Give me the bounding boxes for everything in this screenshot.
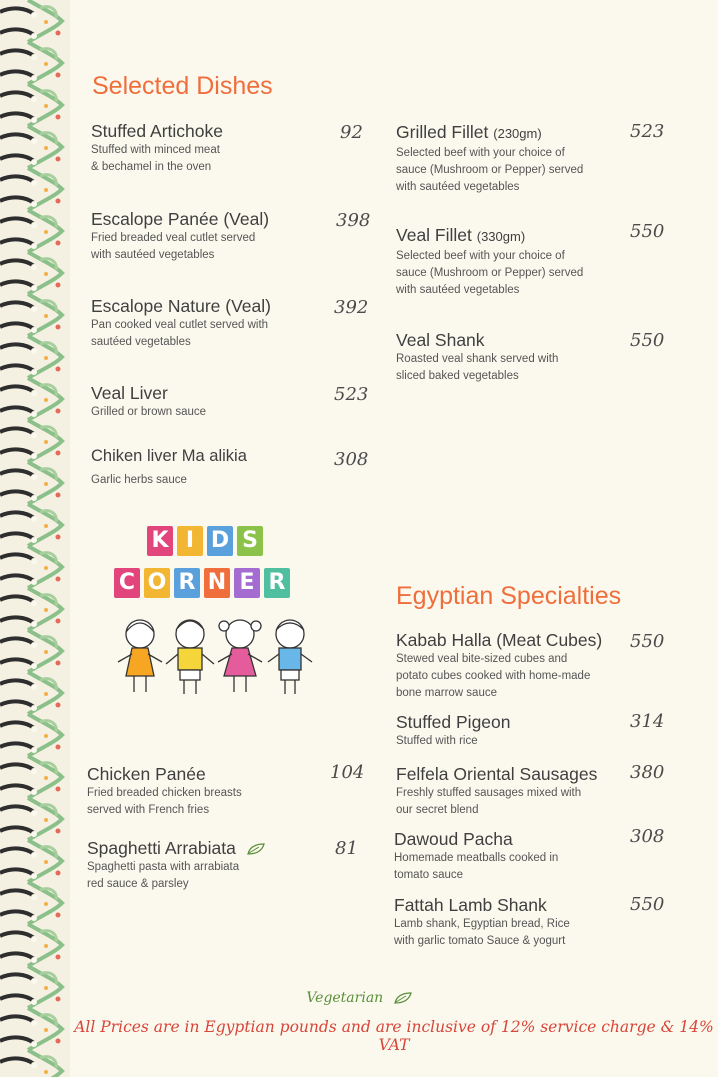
menu-item-veal-fillet bbox=[396, 225, 626, 298]
item-desc-line: Pan cooked veal cutlet served with bbox=[91, 319, 269, 331]
item-desc-line: Garlic herbs sauce bbox=[91, 474, 187, 486]
item-price: 550 bbox=[630, 330, 665, 351]
item-desc-line: potato cubes cooked with home-made bbox=[396, 670, 591, 682]
item-desc-line: Lamb shank, Egyptian bread, Rice bbox=[394, 918, 570, 930]
menu-item-escalope-panee bbox=[91, 209, 331, 263]
menu-item-veal-shank bbox=[396, 330, 626, 384]
section-title-egyptian-specialties: Egyptian Specialties bbox=[396, 582, 622, 610]
item-name: Spaghetti Arrabiata bbox=[87, 838, 236, 858]
menu-item-spaghetti-arrabiata bbox=[87, 838, 327, 892]
vegetarian-legend bbox=[0, 990, 718, 1006]
vegetarian-leaf-icon bbox=[394, 992, 412, 1004]
item-price: 550 bbox=[630, 894, 665, 915]
menu-item-stuffed-artichoke bbox=[91, 121, 331, 175]
item-name: Kabab Halla (Meat Cubes) bbox=[396, 630, 603, 650]
item-weight: (330gm) bbox=[476, 229, 526, 244]
menu-item-kabab-halla bbox=[396, 630, 626, 701]
item-desc-line: served with French fries bbox=[87, 804, 210, 816]
item-name: Grilled Fillet bbox=[396, 122, 489, 142]
item-price: 398 bbox=[336, 210, 371, 231]
kids-letter: N bbox=[204, 568, 230, 598]
item-desc-line: sauce (Mushroom or Pepper) served bbox=[396, 267, 584, 279]
menu-item-chiken-liver bbox=[91, 446, 331, 488]
menu-item-dawoud-pacha bbox=[394, 829, 624, 883]
item-name: Veal Shank bbox=[396, 330, 485, 350]
item-name: Veal Liver bbox=[91, 383, 168, 403]
item-desc-line: & bechamel in the oven bbox=[91, 161, 212, 173]
item-price: 523 bbox=[334, 384, 369, 405]
kids-illustration bbox=[110, 612, 320, 707]
item-name: Veal Fillet bbox=[396, 225, 472, 245]
item-desc-line: bone marrow sauce bbox=[396, 687, 497, 699]
item-price: 92 bbox=[340, 122, 363, 143]
item-desc-line: with garlic tomato Sauce & yogurt bbox=[394, 935, 566, 947]
item-desc-line: Stuffed with minced meat bbox=[91, 144, 220, 156]
item-desc-line: sliced baked vegetables bbox=[396, 370, 519, 382]
item-desc-line: red sauce & parsley bbox=[87, 878, 189, 890]
item-desc-line: with sautéed vegetables bbox=[396, 181, 520, 193]
kids-letter: K bbox=[147, 526, 173, 556]
item-desc-line: Grilled or brown sauce bbox=[91, 406, 207, 418]
vegetarian-leaf-icon bbox=[247, 843, 265, 855]
item-desc-line: Stuffed with rice bbox=[396, 735, 478, 747]
item-name: Stuffed Pigeon bbox=[396, 712, 511, 732]
item-desc-line: Freshly stuffed sausages mixed with bbox=[396, 787, 582, 799]
item-price: 550 bbox=[630, 631, 665, 652]
menu-item-fattah-lamb-shank bbox=[394, 895, 624, 949]
kids-letter: C bbox=[114, 568, 140, 598]
item-price: 550 bbox=[630, 221, 665, 242]
item-desc-line: sautéed vegetables bbox=[91, 336, 191, 348]
item-desc-line: Stewed veal bite-sized cubes and bbox=[396, 653, 568, 665]
prices-note: All Prices are in Egyptian pounds and are inclusive of 12% service charge & 14% VAT bbox=[74, 1018, 714, 1054]
vegetarian-label: Vegetarian bbox=[306, 990, 384, 1006]
kids-letter: D bbox=[207, 526, 233, 556]
item-name: Escalope Panée (Veal) bbox=[91, 209, 270, 229]
item-desc-line: our secret blend bbox=[396, 804, 479, 816]
item-desc-line: Spaghetti pasta with arrabiata bbox=[87, 861, 240, 873]
item-price: 523 bbox=[630, 121, 665, 142]
item-desc-line: tomato sauce bbox=[394, 869, 464, 881]
item-price: 308 bbox=[630, 826, 665, 847]
kids-corner-logo bbox=[110, 520, 320, 705]
kids-letter: S bbox=[237, 526, 263, 556]
item-price: 314 bbox=[630, 711, 665, 732]
item-price: 104 bbox=[330, 762, 365, 783]
item-desc-line: Fried breaded chicken breasts bbox=[87, 787, 242, 799]
item-desc-line: Selected beef with your choice of bbox=[396, 250, 565, 262]
item-desc-line: with sautéed vegetables bbox=[396, 284, 520, 296]
menu-item-escalope-nature bbox=[91, 296, 331, 350]
kids-letter: E bbox=[234, 568, 260, 598]
item-price: 81 bbox=[335, 838, 358, 859]
menu-item-chicken-panee bbox=[87, 764, 327, 818]
menu-item-veal-liver bbox=[91, 383, 331, 420]
item-name: Fattah Lamb Shank bbox=[394, 895, 547, 915]
section-title-selected-dishes: Selected Dishes bbox=[92, 72, 273, 100]
kids-letter: R bbox=[264, 568, 290, 598]
item-price: 392 bbox=[334, 297, 369, 318]
menu-item-grilled-fillet bbox=[396, 122, 626, 195]
item-price: 308 bbox=[334, 449, 369, 470]
item-desc-line: Roasted veal shank served with bbox=[396, 353, 559, 365]
menu-item-felfela-sausages bbox=[396, 764, 626, 818]
item-desc-line: sauce (Mushroom or Pepper) served bbox=[396, 164, 584, 176]
item-name: Dawoud Pacha bbox=[394, 829, 513, 849]
item-name: Escalope Nature (Veal) bbox=[91, 296, 271, 316]
item-name: Chiken liver Ma alikia bbox=[91, 447, 247, 465]
menu-item-stuffed-pigeon bbox=[396, 712, 626, 749]
item-name: Chicken Panée bbox=[87, 764, 206, 784]
item-desc-line: Selected beef with your choice of bbox=[396, 147, 565, 159]
item-price: 380 bbox=[630, 762, 665, 783]
item-name: Stuffed Artichoke bbox=[91, 121, 223, 141]
item-weight: (230gm) bbox=[493, 126, 542, 141]
kids-letter: R bbox=[174, 568, 200, 598]
item-name: Felfela Oriental Sausages bbox=[396, 764, 598, 784]
kids-letter: O bbox=[144, 568, 170, 598]
kids-letter: I bbox=[177, 526, 203, 556]
item-desc-line: Homemade meatballs cooked in bbox=[394, 852, 559, 864]
item-desc-line: with sautéed vegetables bbox=[91, 249, 215, 261]
item-desc-line: Fried breaded veal cutlet served bbox=[91, 232, 256, 244]
